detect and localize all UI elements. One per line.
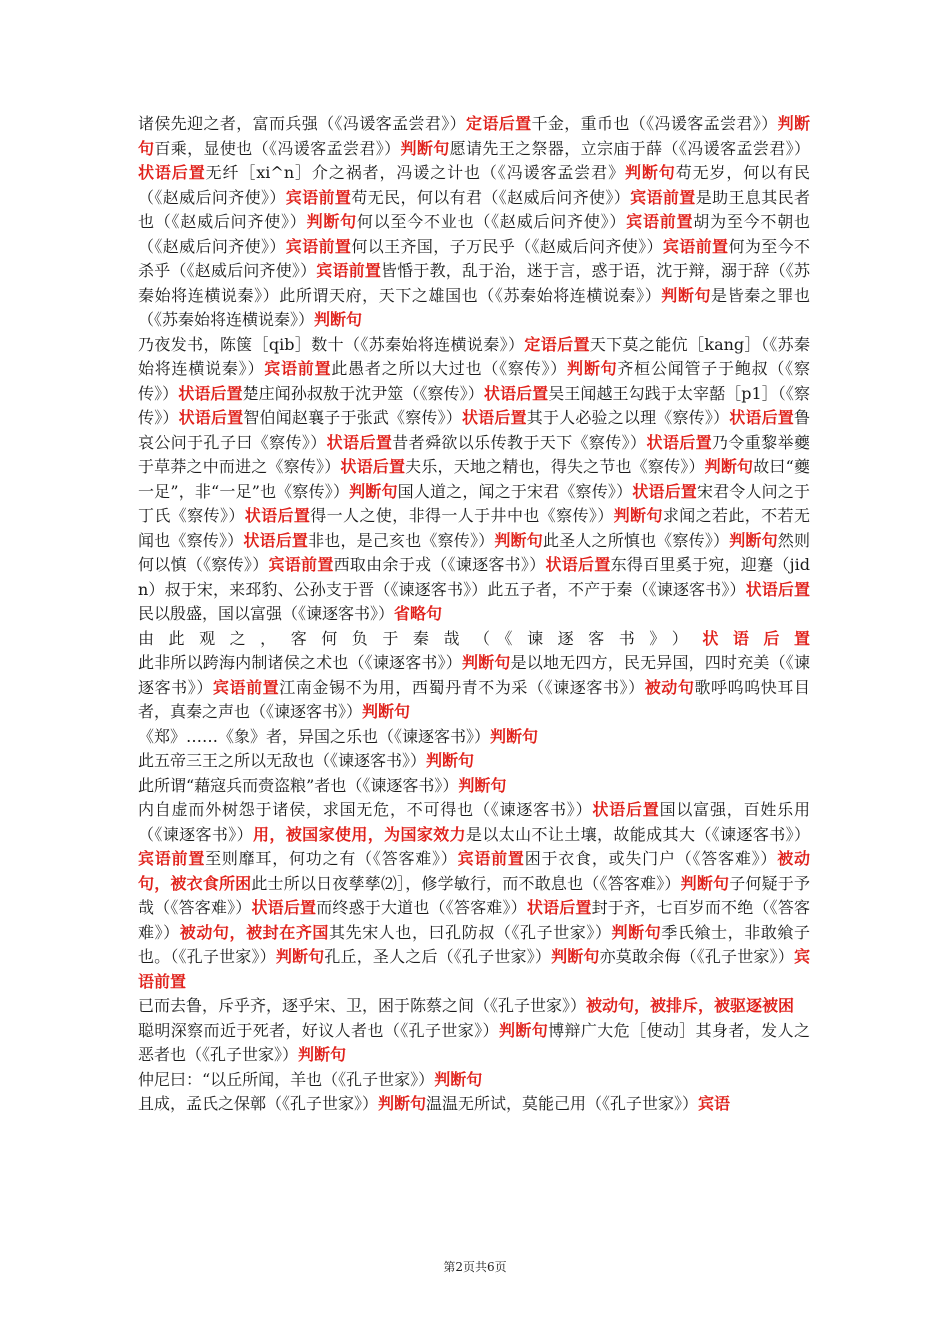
sentence-type-label: 宾语前置 bbox=[212, 677, 280, 697]
sentence-type-label: 判断句 bbox=[551, 947, 600, 966]
sentence-type-label: 状语后置 bbox=[483, 383, 549, 403]
example-text: 何为至今不杀乎（《赵威后问齐使》） bbox=[138, 236, 810, 280]
sentence-type-label: 判断句 bbox=[498, 1020, 549, 1040]
document-body bbox=[138, 112, 810, 1117]
paragraph bbox=[138, 994, 810, 1019]
example-text: 百乘，显使也（《冯谖客孟尝君》） bbox=[154, 138, 401, 158]
example-text: 诸侯先迎之者，富而兵强（《冯谖客孟尝君》） bbox=[138, 114, 466, 133]
example-text: 得一人之使，非得一人于井中也《察传》） bbox=[310, 506, 614, 525]
sentence-type-label: 被动句，被排斥，被驱逐被困 bbox=[586, 996, 795, 1015]
example-text: 胡为至今不朝也（《赵威后问齐使》） bbox=[138, 212, 810, 256]
sentence-type-label: 判断句 bbox=[298, 1045, 347, 1064]
sentence-type-label: 宾语前置 bbox=[285, 236, 352, 256]
example-text: 国人道之，闻之于宋君《察传》） bbox=[397, 481, 633, 501]
sentence-type-label: 状语后置 bbox=[178, 383, 243, 403]
sentence-type-label: 判断句 bbox=[400, 138, 450, 158]
sentence-type-label: 状语后置 bbox=[251, 898, 317, 917]
example-text: 至则靡耳，何功之有（《答客难》） bbox=[205, 849, 458, 868]
sentence-type-label: 判断句 bbox=[362, 702, 411, 721]
example-text: 是以太山不让土壤，故能成其大（《谏逐客书》） bbox=[466, 824, 810, 844]
example-text: 已而去鲁，斥乎齐，逐乎宋、卫，困于陈蔡之间（《孔子世家》） bbox=[138, 996, 587, 1015]
example-text: 其先宋人也，曰孔防叔（《孔子世家》） bbox=[329, 922, 612, 942]
paragraph bbox=[138, 1068, 810, 1093]
example-text: 苟无民，何以有君（《赵威后问齐使》） bbox=[351, 187, 631, 207]
example-text: 季氏飨士，非敢飨子也。（《孔子世家》） bbox=[138, 922, 810, 966]
sentence-type-label: 判断句 bbox=[611, 922, 662, 942]
paragraph bbox=[138, 112, 810, 333]
sentence-type-label: 宾语前置 bbox=[626, 212, 694, 231]
example-text: 国以富强，百姓乐用（《谏逐客书》） bbox=[138, 800, 810, 844]
example-text: 困于衣食，或失门户（《答客难》） bbox=[524, 849, 778, 868]
example-text: 是以地无四方，民无异国，四时充美（《谏逐客书》） bbox=[138, 653, 810, 697]
example-text: 昔者舜欲以乐传教于天下《察传》） bbox=[392, 432, 647, 452]
sentence-type-label: 判断句 bbox=[461, 653, 511, 672]
example-text: 此非所以跨海内制诸侯之术也（《谏逐客书》） bbox=[138, 653, 462, 672]
sentence-type-label: 宾语前置 bbox=[264, 359, 332, 378]
example-text: 乃令重黎举夔于草莽之中而进之《察传》） bbox=[138, 432, 810, 476]
sentence-type-label: 判断句 bbox=[661, 285, 712, 305]
sentence-type-label: 判断句 bbox=[704, 457, 754, 476]
sentence-type-label: 状语后置 bbox=[178, 408, 244, 427]
example-text: 温温无所试，莫能己用（《孔子世家》） bbox=[426, 1094, 699, 1113]
sentence-type-label: 定语后置 bbox=[524, 334, 590, 354]
sentence-type-label: 宾语前置 bbox=[316, 261, 382, 280]
example-text: 此圣人之所慎也《察传》） bbox=[542, 530, 730, 550]
sentence-type-label: 判断句 bbox=[458, 775, 507, 795]
example-text: 宋君令人问之于丁氏《察传》） bbox=[138, 481, 810, 525]
example-text: 博辩广大危［使动］其身者，发人之恶者也（《孔子世家》） bbox=[138, 1020, 810, 1064]
sentence-type-label: 判断句 bbox=[314, 310, 363, 329]
example-text: 且成，孟氏之保鄣（《孔子世家》） bbox=[138, 1094, 379, 1113]
sentence-type-label: 判断句 bbox=[490, 726, 539, 746]
example-text: 无纤［xi^n］介之祸者，冯谖之计也（《冯谖客孟尝君》 bbox=[205, 163, 625, 182]
sentence-type-label: 判断句 bbox=[378, 1094, 427, 1113]
example-text: 东得百里奚于宛，迎蹇（jidn）叔于宋，来邳豹、公孙支于晋（《谏逐客书》）此五子者，不产于秦（《谏逐客书》） bbox=[138, 555, 810, 599]
example-text: 《郑》……《象》者，异国之乐也（《谏逐客书》） bbox=[138, 726, 491, 746]
paragraph bbox=[138, 627, 810, 725]
sentence-type-label: 省略句 bbox=[394, 604, 443, 623]
example-text: 吴王闻越王勾践于太宰嚭［p1］（《察传》） bbox=[138, 383, 810, 427]
example-text: 而终惑于大道也（《答客难》） bbox=[316, 898, 527, 917]
example-text: 子何疑于予哉（《答客难》） bbox=[138, 873, 810, 917]
example-text: 民以殷盛，国以富强（《谏逐客书》） bbox=[138, 604, 395, 623]
example-text: 天下莫之能伉［kang］（《苏秦始将连横说秦》） bbox=[138, 334, 810, 378]
example-text: 乃夜发书，陈箧［qib］数十（《苏秦始将连横说秦》） bbox=[138, 334, 525, 354]
sentence-type-label: 状语后置 bbox=[646, 432, 713, 452]
sentence-type-label: 宾语前置 bbox=[285, 187, 352, 207]
sentence-type-label: 状语后置 bbox=[632, 481, 697, 501]
example-text: 由此观之，客何负于秦哉（《谏逐客书》） bbox=[138, 628, 703, 648]
example-text: 苟无岁，何以有民（《赵威后问齐使》） bbox=[138, 163, 810, 207]
paragraph bbox=[138, 333, 810, 627]
sentence-type-label: 判断句 bbox=[306, 212, 357, 231]
sentence-type-label: 宾语前置 bbox=[138, 849, 206, 868]
example-text: 孔丘，圣人之后（《孔子世家》） bbox=[324, 947, 552, 966]
sentence-type-label: 判断句 bbox=[680, 873, 730, 893]
paragraph bbox=[138, 1019, 810, 1068]
sentence-type-label: 状语后置 bbox=[243, 530, 309, 550]
paragraph bbox=[138, 749, 810, 774]
sentence-type-label: 判断句 bbox=[434, 1069, 483, 1089]
example-text: 求闻之若此，不若无闻也《察传》） bbox=[138, 506, 810, 550]
sentence-type-label: 状语后置 bbox=[592, 800, 660, 819]
sentence-type-label: 状语后置 bbox=[545, 555, 611, 574]
sentence-type-label: 状语后置 bbox=[745, 579, 810, 599]
example-text: 聪明深察而近于死者，好议人者也（《孔子世家》） bbox=[138, 1020, 499, 1040]
paragraph bbox=[138, 798, 810, 994]
sentence-type-label: 判断句 bbox=[426, 751, 475, 770]
example-text: 此愚者之所以大过也（《察传》） bbox=[331, 359, 568, 378]
sentence-type-label: 宾语 bbox=[698, 1094, 731, 1113]
example-text: 江南金锡不为用，西蜀丹青不为采（《谏逐客书》） bbox=[279, 677, 645, 697]
paragraph bbox=[138, 1092, 810, 1117]
example-text: 夫乐，天地之精也，得失之节也《察传》） bbox=[405, 457, 705, 476]
sentence-type-label: 判断句 bbox=[567, 359, 618, 378]
sentence-type-label: 宾语前置 bbox=[268, 555, 334, 574]
sentence-type-label: 判断句 bbox=[138, 114, 810, 158]
example-text: 何以王齐国，子万民乎（《赵威后问齐使》） bbox=[351, 236, 663, 256]
example-text: 此所谓“藉寇兵而赍盗粮”者也（《谏逐客书》） bbox=[138, 775, 459, 795]
sentence-type-label: 状语后置 bbox=[138, 163, 206, 182]
sentence-type-label: 被动句 bbox=[644, 677, 695, 697]
page-footer: 第2页共6页 bbox=[443, 1260, 507, 1274]
paragraph bbox=[138, 725, 810, 750]
sentence-type-label: 状语后置 bbox=[326, 432, 393, 452]
sentence-type-label: 宾语前置 bbox=[138, 947, 810, 991]
sentence-type-label: 判断句 bbox=[349, 481, 398, 501]
example-text: 楚庄闻孙叔敖于沈尹筮（《察传》） bbox=[242, 383, 484, 403]
sentence-type-label: 宾语前置 bbox=[630, 187, 696, 207]
example-text: 是助王息其民者也（《赵威后问齐使》） bbox=[138, 187, 810, 231]
example-text: 然则何以慎（《察传》） bbox=[138, 530, 810, 574]
sentence-type-label: 宾语前置 bbox=[662, 236, 729, 256]
example-text: 此五帝三王之所以无敌也（《谏逐客书》） bbox=[138, 751, 427, 770]
example-text: 西取由余于戎（《谏逐客书》） bbox=[333, 555, 546, 574]
example-text: 齐桓公闻管子于鲍叔（《察传》） bbox=[138, 359, 810, 403]
sentence-type-label: 状语后置 bbox=[244, 506, 311, 525]
sentence-type-label: 状语后置 bbox=[461, 408, 527, 427]
example-text: 千金，重币也（《冯谖客孟尝君》） bbox=[531, 114, 778, 133]
sentence-type-label: 判断句 bbox=[624, 163, 676, 182]
example-text: 是皆秦之罪也（《苏秦始将连横说秦》） bbox=[138, 285, 810, 329]
example-text: 智伯闻赵襄子于张武《察传》） bbox=[243, 408, 462, 427]
example-text: 愿请先王之祭器，立宗庙于薛（《冯谖客孟尝君》） bbox=[449, 138, 810, 158]
sentence-type-label: 状语后置 bbox=[729, 408, 794, 427]
example-text: 仲尼曰：“以丘所闻，羊也（《孔子世家》） bbox=[138, 1069, 435, 1089]
example-text: 非也，是己亥也《察传》） bbox=[308, 530, 495, 550]
sentence-type-label: 被动句，被衣食所困 bbox=[138, 849, 810, 893]
sentence-type-label: 被动句，被封在齐国 bbox=[179, 922, 330, 942]
example-text: 歌呼呜呜快耳目者，真秦之声也（《谏逐客书》） bbox=[138, 677, 810, 721]
example-text: 故曰“夔一足”，非“一足”也《察传》） bbox=[138, 457, 810, 501]
sentence-type-label: 判断句 bbox=[729, 530, 778, 550]
example-text: 亦莫敢余侮（《孔子世家》） bbox=[599, 947, 794, 966]
sentence-type-label: 定语后置 bbox=[465, 114, 532, 133]
example-text: 何以至今不业也（《赵威后问齐使》） bbox=[356, 212, 627, 231]
example-text: 其于人必验之以理《察传》） bbox=[526, 408, 730, 427]
sentence-type-label: 状语后置 bbox=[702, 628, 810, 648]
paragraph bbox=[138, 774, 810, 799]
example-text: 皆惛于教，乱于治，迷于言，惑于语，沈于辩，溺于辞（《苏秦始将连横说秦》）此所谓天府，天下之雄国也（《苏秦始将连横说秦》） bbox=[138, 261, 810, 305]
sentence-type-label: 判断句 bbox=[613, 506, 663, 525]
sentence-type-label: 用，被国家使用，为国家效力 bbox=[253, 824, 466, 844]
example-text: 此士所以日夜孳孳⑵］，修学敏行，而不敢息也（《答客难》） bbox=[251, 873, 681, 893]
sentence-type-label: 状语后置 bbox=[526, 898, 592, 917]
sentence-type-label: 判断句 bbox=[275, 947, 325, 966]
sentence-type-label: 宾语前置 bbox=[457, 849, 525, 868]
example-text: 封于齐，七百岁而不绝（《答客难》） bbox=[138, 898, 810, 942]
sentence-type-label: 判断句 bbox=[494, 530, 543, 550]
sentence-type-label: 状语后置 bbox=[340, 457, 406, 476]
example-text: 内自虚而外树怨于诸侯，求国无危，不可得也（《谏逐客书》） bbox=[138, 800, 593, 819]
example-text: 鲁哀公问于孔子曰《察传》） bbox=[138, 408, 810, 452]
